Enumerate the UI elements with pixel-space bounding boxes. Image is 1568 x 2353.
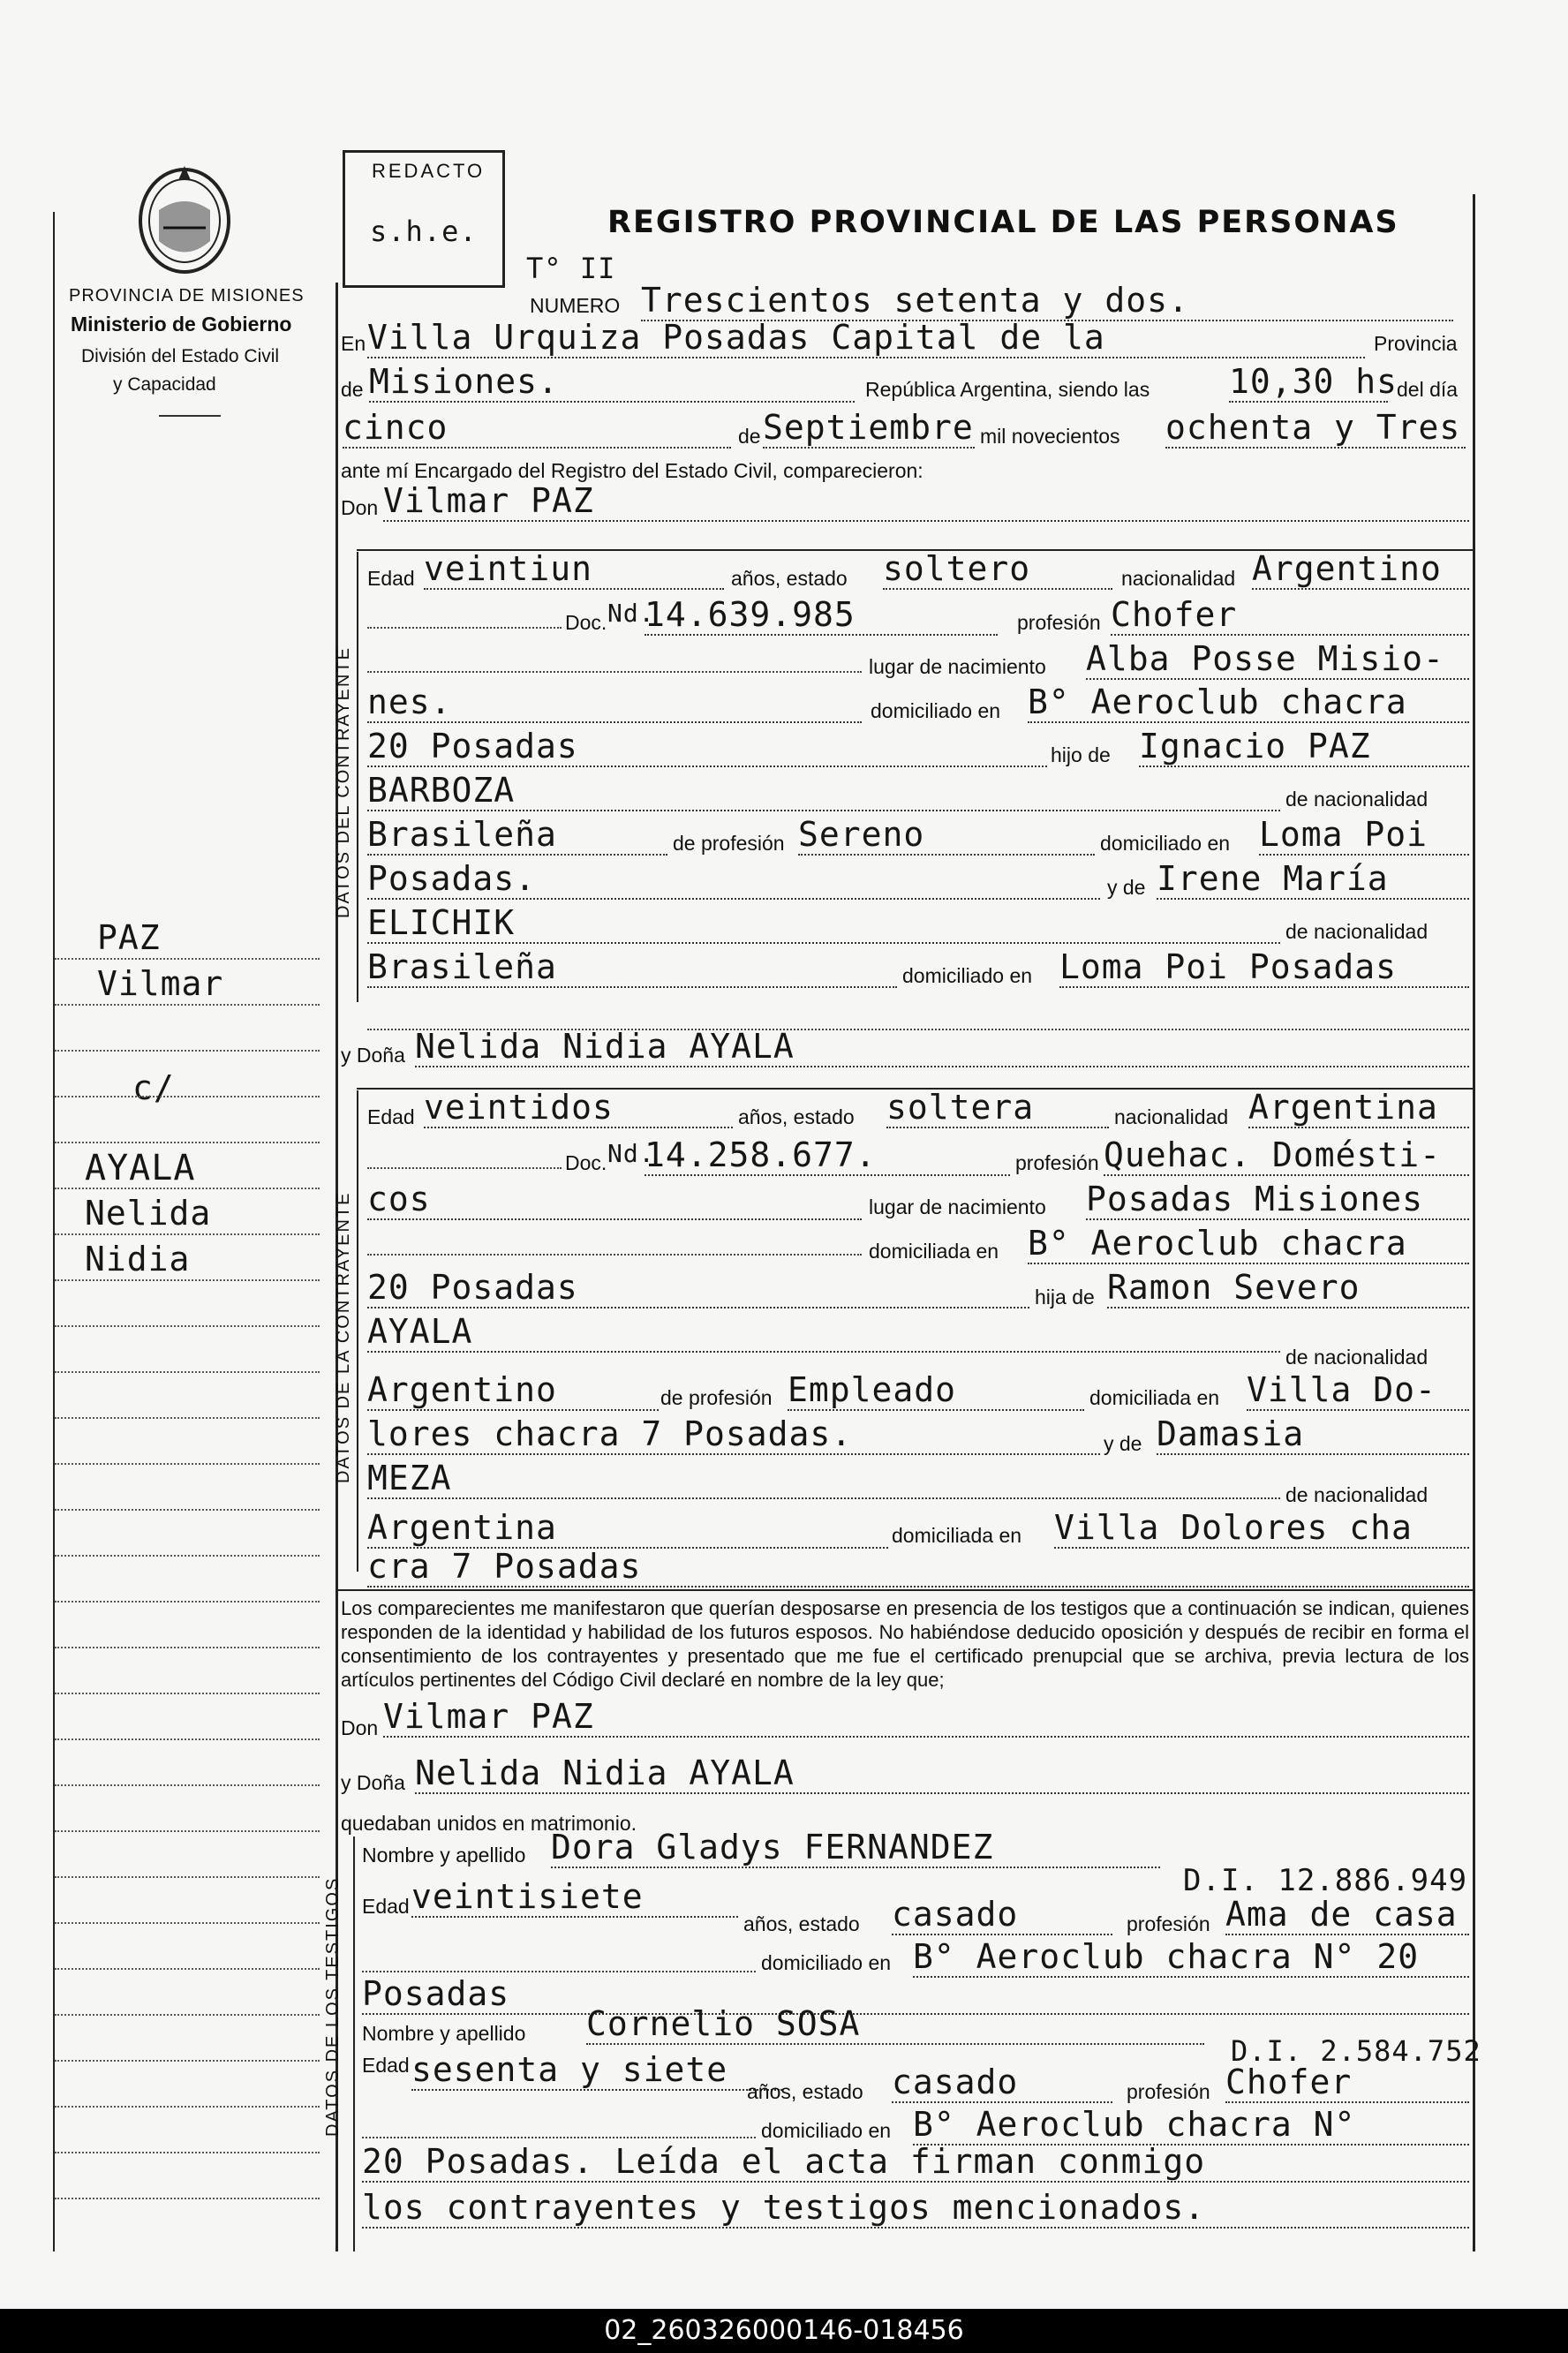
hora-value: 10,30 hs bbox=[1229, 362, 1398, 401]
de-label: de bbox=[341, 378, 364, 401]
c1-nac-value: Argentino bbox=[1252, 549, 1469, 590]
margin-surname-1: PAZ bbox=[97, 918, 161, 957]
c1-nac-label: nacionalidad bbox=[1121, 567, 1236, 590]
c2-padre-value-2: AYALA bbox=[367, 1312, 1280, 1353]
c2-nac-label: nacionalidad bbox=[1114, 1105, 1229, 1128]
t1-dom-line-pre bbox=[362, 1971, 756, 1972]
lugar-value: Villa Urquiza Posadas Capital de la bbox=[367, 318, 1365, 358]
c1-dom-label: domiciliado en bbox=[871, 699, 1001, 722]
testigos-side-label: DATOS DE LOS TESTIGOS bbox=[323, 1876, 343, 2137]
don-value: Vilmar PAZ bbox=[383, 481, 1469, 522]
t2-dom-label: domiciliado en bbox=[761, 2119, 892, 2142]
c2-nac-value: Argentina bbox=[1248, 1088, 1469, 1128]
c2-prof-value-2: cos bbox=[367, 1180, 862, 1220]
margin-name-3: Nidia bbox=[85, 1240, 191, 1278]
c1-prof-value: Chofer bbox=[1111, 595, 1469, 636]
c1-doc-label: Doc. bbox=[565, 611, 607, 634]
c1-de-prof-label: de profesión bbox=[673, 832, 785, 855]
t2-nombre-label: Nombre y apellido bbox=[362, 2022, 526, 2045]
margin-rule-line bbox=[55, 1830, 320, 1832]
margin-rule-line bbox=[55, 2014, 320, 2016]
c2-padre-dom-label: domiciliada en bbox=[1089, 1386, 1220, 1409]
anio-value: ochenta y Tres bbox=[1165, 408, 1466, 449]
c1-prof-label: profesión bbox=[1017, 611, 1101, 634]
en-label: En bbox=[341, 332, 366, 355]
c1-padre-dom-label: domiciliado en bbox=[1100, 832, 1231, 855]
dona-label: y Doña bbox=[341, 1044, 405, 1067]
t2-prof-label: profesión bbox=[1127, 2080, 1210, 2103]
c2-edad-label: Edad bbox=[367, 1105, 415, 1128]
c1-doc-line-pre bbox=[367, 627, 562, 629]
t2-edad-value: sesenta y siete bbox=[411, 2050, 782, 2091]
redacto-value: s.h.e. bbox=[370, 215, 478, 248]
margin-rule-line bbox=[55, 1876, 320, 1878]
t1-doc-value: D.I. 12.886.949 bbox=[1183, 1863, 1468, 1898]
c2-dom-value-1: B° Aeroclub chacra bbox=[1028, 1224, 1469, 1264]
numero-value: Trescientos setenta y dos. bbox=[641, 281, 1453, 321]
mil-label: mil novecientos bbox=[980, 425, 1120, 448]
dia-value: cinco bbox=[343, 408, 731, 449]
frame-right-line bbox=[1473, 194, 1475, 2251]
decl-don-label: Don bbox=[341, 1716, 379, 1739]
c1-madre-dom-label: domiciliado en bbox=[902, 964, 1033, 987]
margin-surname-2: AYALA bbox=[85, 1148, 196, 1188]
c2-padre-prof-value: Empleado bbox=[788, 1370, 1084, 1411]
c2-padre-dom-value-1: Villa Do- bbox=[1247, 1370, 1469, 1411]
provincia-value: Misiones. bbox=[369, 362, 855, 403]
tomo-mark: T° II bbox=[526, 252, 616, 285]
ministry-label: Ministerio de Gobierno bbox=[71, 313, 292, 336]
de-mes-label: de bbox=[738, 425, 761, 448]
c2-padre-dom-value-2: lores chacra 7 Posadas. bbox=[367, 1414, 1100, 1455]
margin-rule-line bbox=[55, 2198, 320, 2199]
c1-lugar-label: lugar de nacimiento bbox=[869, 655, 1046, 678]
margin-rule-line bbox=[55, 1693, 320, 1694]
c2-doc-prefix: Nd. bbox=[607, 1139, 655, 1168]
division-label-2: y Capacidad bbox=[113, 374, 216, 395]
margin-rule-line bbox=[55, 1096, 320, 1097]
declaracion-top-line bbox=[335, 1589, 1473, 1591]
seal-icon bbox=[132, 157, 237, 279]
don-label: Don bbox=[341, 496, 379, 519]
margin-rule-line bbox=[55, 2060, 320, 2062]
province-label: PROVINCIA DE MISIONES bbox=[69, 286, 305, 305]
margin-rule-line bbox=[55, 1188, 320, 1189]
c2-doc-value: 14.258.677. bbox=[645, 1135, 1010, 1176]
c2-madre-value-1: Damasia bbox=[1157, 1414, 1469, 1455]
margin-rule-line bbox=[55, 1325, 320, 1327]
c1-anios-label: años, estado bbox=[731, 567, 848, 590]
margin-rule-line bbox=[55, 1922, 320, 1924]
decl-dona-value: Nelida Nidia AYALA bbox=[415, 1753, 1469, 1794]
c2-hija-label: hija de bbox=[1035, 1286, 1095, 1308]
c2-estado-value: soltera bbox=[886, 1088, 1109, 1128]
c2-anios-label: años, estado bbox=[738, 1105, 855, 1128]
document-id-footer: 02_260326000146-018456 bbox=[0, 2309, 1568, 2353]
c1-de-nac-label: de nacionalidad bbox=[1285, 788, 1429, 811]
c2-madre-dom-value-2: cra 7 Posadas bbox=[367, 1547, 1469, 1588]
del-dia-label: del día bbox=[1397, 378, 1459, 401]
c2-dom-line-pre bbox=[367, 1254, 862, 1256]
margin-rule-line bbox=[55, 1509, 320, 1511]
margin-rule-line bbox=[55, 1738, 320, 1740]
mes-value: Septiembre bbox=[763, 408, 974, 447]
c2-de-nac-label: de nacionalidad bbox=[1285, 1346, 1429, 1369]
c1-hijo-label: hijo de bbox=[1051, 743, 1111, 766]
margin-rule-line bbox=[55, 1233, 320, 1235]
margin-name-2: Nelida bbox=[85, 1194, 212, 1233]
t1-dom-value-2: Posadas bbox=[362, 1974, 1469, 2015]
t2-dom-value-3: los contrayentes y testigos mencionados. bbox=[362, 2188, 1469, 2229]
decl-dona-label: y Doña bbox=[341, 1771, 405, 1794]
c1-padre-value-2: BARBOZA bbox=[367, 771, 1280, 811]
c1-padre-prof-value: Sereno bbox=[798, 815, 1095, 856]
margin-rule-line bbox=[55, 1601, 320, 1603]
c1-padre-dom-value-2: Posadas. bbox=[367, 859, 1100, 900]
margin-rule-line bbox=[55, 1463, 320, 1465]
provincia-label: Provincia bbox=[1374, 332, 1458, 355]
c2-de-prof-label: de profesión bbox=[660, 1386, 773, 1409]
unidos-text: quedaban unidos en matrimonio. bbox=[341, 1812, 637, 1835]
c1-lugar-line-pre bbox=[367, 671, 862, 673]
redacto-label: REDACTO bbox=[372, 160, 486, 182]
republica-label: República Argentina, siendo las bbox=[865, 378, 1150, 401]
dona-value: Nelida Nidia AYALA bbox=[415, 1027, 1469, 1067]
t2-dom-value-2: 20 Posadas. Leída el acta firman conmigo bbox=[362, 2142, 1469, 2183]
decl-don-value: Vilmar PAZ bbox=[383, 1697, 1469, 1738]
t2-dom-value-1: B° Aeroclub chacra N° bbox=[913, 2105, 1469, 2146]
c1-edad-label: Edad bbox=[367, 567, 415, 590]
c2-prof-value-1: Quehac. Domésti- bbox=[1104, 1135, 1469, 1176]
margin-rule-line bbox=[55, 1647, 320, 1648]
c1-dom-value-1: B° Aeroclub chacra bbox=[1028, 683, 1469, 723]
c2-madre-nac-value: Argentina bbox=[367, 1508, 888, 1549]
t1-dom-value-1: B° Aeroclub chacra N° 20 bbox=[913, 1937, 1469, 1978]
contrayente-box-line bbox=[357, 552, 358, 1002]
margin-rule-line bbox=[55, 1784, 320, 1786]
margin-rule-line bbox=[55, 1417, 320, 1419]
testigos-box-line bbox=[353, 1836, 355, 2251]
t1-prof-label: profesión bbox=[1127, 1912, 1210, 1935]
c2-madre-dom-value-1: Villa Dolores cha bbox=[1054, 1508, 1469, 1549]
c1-doc-prefix: Nd. bbox=[607, 599, 655, 628]
c1-y-de-label: y de bbox=[1107, 876, 1146, 899]
t2-nombre-value: Cornelio SOSA bbox=[586, 2004, 1204, 2045]
t1-dom-label: domiciliado en bbox=[761, 1951, 892, 1974]
c2-doc-label: Doc. bbox=[565, 1151, 607, 1174]
t2-dom-line-pre bbox=[362, 2137, 756, 2138]
margin-rule-line bbox=[55, 1142, 320, 1143]
contrayenta-side-label: DATOS DE LA CONTRAYENTE bbox=[334, 1191, 353, 1483]
t2-doc-value: D.I. 2.584.752 bbox=[1231, 2034, 1481, 2068]
numero-label: NUMERO bbox=[530, 294, 621, 317]
margin-rule-line bbox=[55, 958, 320, 960]
contrayente-side-label: DATOS DEL CONTRAYENTE bbox=[334, 646, 353, 918]
margin-rule-line bbox=[55, 1968, 320, 1970]
t1-prof-value: Ama de casa bbox=[1225, 1895, 1469, 1935]
t1-anios-label: años, estado bbox=[743, 1912, 860, 1935]
c2-madre-dom-label: domiciliada en bbox=[892, 1524, 1022, 1547]
c2-lugar-value: Posadas Misiones bbox=[1086, 1180, 1469, 1220]
margin-rule-line bbox=[55, 1279, 320, 1281]
c1-padre-nac-value: Brasileña bbox=[367, 815, 667, 856]
c1-padre-dom-value-1: Loma Poi bbox=[1259, 815, 1469, 856]
division-label: División del Estado Civil bbox=[81, 346, 280, 366]
margin-con: c/ bbox=[132, 1068, 175, 1107]
margin-rule-line bbox=[55, 1050, 320, 1052]
c2-madre-nac-label: de nacionalidad bbox=[1285, 1483, 1429, 1506]
c1-madre-value-1: Irene María bbox=[1157, 859, 1469, 900]
c1-madre-nac-label: de nacionalidad bbox=[1285, 920, 1429, 943]
c2-padre-nac-value: Argentino bbox=[367, 1370, 659, 1411]
t1-nombre-value: Dora Gladys FERNANDEZ bbox=[551, 1828, 1160, 1868]
c1-lugar-value-1: Alba Posse Misio- bbox=[1086, 639, 1469, 680]
margin-name-1: Vilmar bbox=[97, 964, 224, 1003]
c2-edad-value: veintidos bbox=[424, 1088, 733, 1128]
margin-left-line bbox=[53, 212, 55, 2251]
provincial-seal bbox=[132, 157, 237, 279]
c1-padre-value-1: Ignacio PAZ bbox=[1139, 727, 1469, 767]
c2-dom-value-2: 20 Posadas bbox=[367, 1268, 1029, 1308]
c1-madre-value-2: ELICHIK bbox=[367, 903, 1280, 944]
c1-madre-dom-value: Loma Poi Posadas bbox=[1059, 947, 1469, 988]
c2-prof-label: profesión bbox=[1015, 1151, 1099, 1174]
redacto-box bbox=[343, 150, 505, 288]
t1-edad-value: veintisiete bbox=[411, 1877, 738, 1918]
t2-anios-label: años, estado bbox=[747, 2080, 863, 2103]
margin-rule-line bbox=[55, 1555, 320, 1557]
c2-padre-value-1: Ramon Severo bbox=[1107, 1268, 1469, 1308]
c2-madre-value-2: MEZA bbox=[367, 1459, 1280, 1499]
t2-estado-value: casado bbox=[892, 2063, 1112, 2103]
c1-dom-value-2: 20 Posadas bbox=[367, 727, 1047, 767]
t2-edad-label: Edad bbox=[362, 2054, 410, 2077]
c2-doc-line-pre bbox=[367, 1167, 562, 1169]
c1-doc-value: 14.639.985 bbox=[645, 595, 998, 636]
margin-rule-line bbox=[55, 2152, 320, 2153]
c2-y-de-label: y de bbox=[1104, 1432, 1142, 1455]
ante-text: ante mí Encargado del Registro del Estado Civil, comparecieron: bbox=[341, 459, 923, 482]
c1-edad-value: veintiun bbox=[424, 549, 724, 590]
t1-estado-value: casado bbox=[892, 1895, 1112, 1935]
c1-madre-nac-value: Brasileña bbox=[367, 947, 897, 988]
header-underline bbox=[159, 415, 221, 417]
c2-dom-label: domiciliada en bbox=[869, 1240, 999, 1263]
declaracion-text: Los comparecientes me manifestaron que querían desposarse en presencia de los testigos que a continuación se indican, quienes responden de la identidad y habilidad de los futuros esposos. No habiéndose deducido oposición y después de recibir en forma el consentimiento de los contrayentes y presentado que me fue el certificado prenupcial que se archiva, previa lectura de los artículos pertinentes del Código Civil declaré en nombre de la ley que; bbox=[341, 1597, 1469, 1691]
margin-rule-line bbox=[55, 1371, 320, 1373]
c1-lugar-value-2: nes. bbox=[367, 683, 862, 723]
t1-edad-label: Edad bbox=[362, 1895, 410, 1918]
t2-prof-value: Chofer bbox=[1225, 2063, 1469, 2103]
margin-rule-line bbox=[55, 1004, 320, 1006]
page-title: REGISTRO PROVINCIAL DE LAS PERSONAS bbox=[607, 205, 1399, 240]
contrayenta-box-line bbox=[357, 1090, 358, 1572]
c1-estado-value: soltero bbox=[883, 549, 1112, 590]
t1-nombre-label: Nombre y apellido bbox=[362, 1844, 526, 1867]
margin-rule-line bbox=[55, 2106, 320, 2108]
c2-lugar-label: lugar de nacimiento bbox=[869, 1195, 1046, 1218]
